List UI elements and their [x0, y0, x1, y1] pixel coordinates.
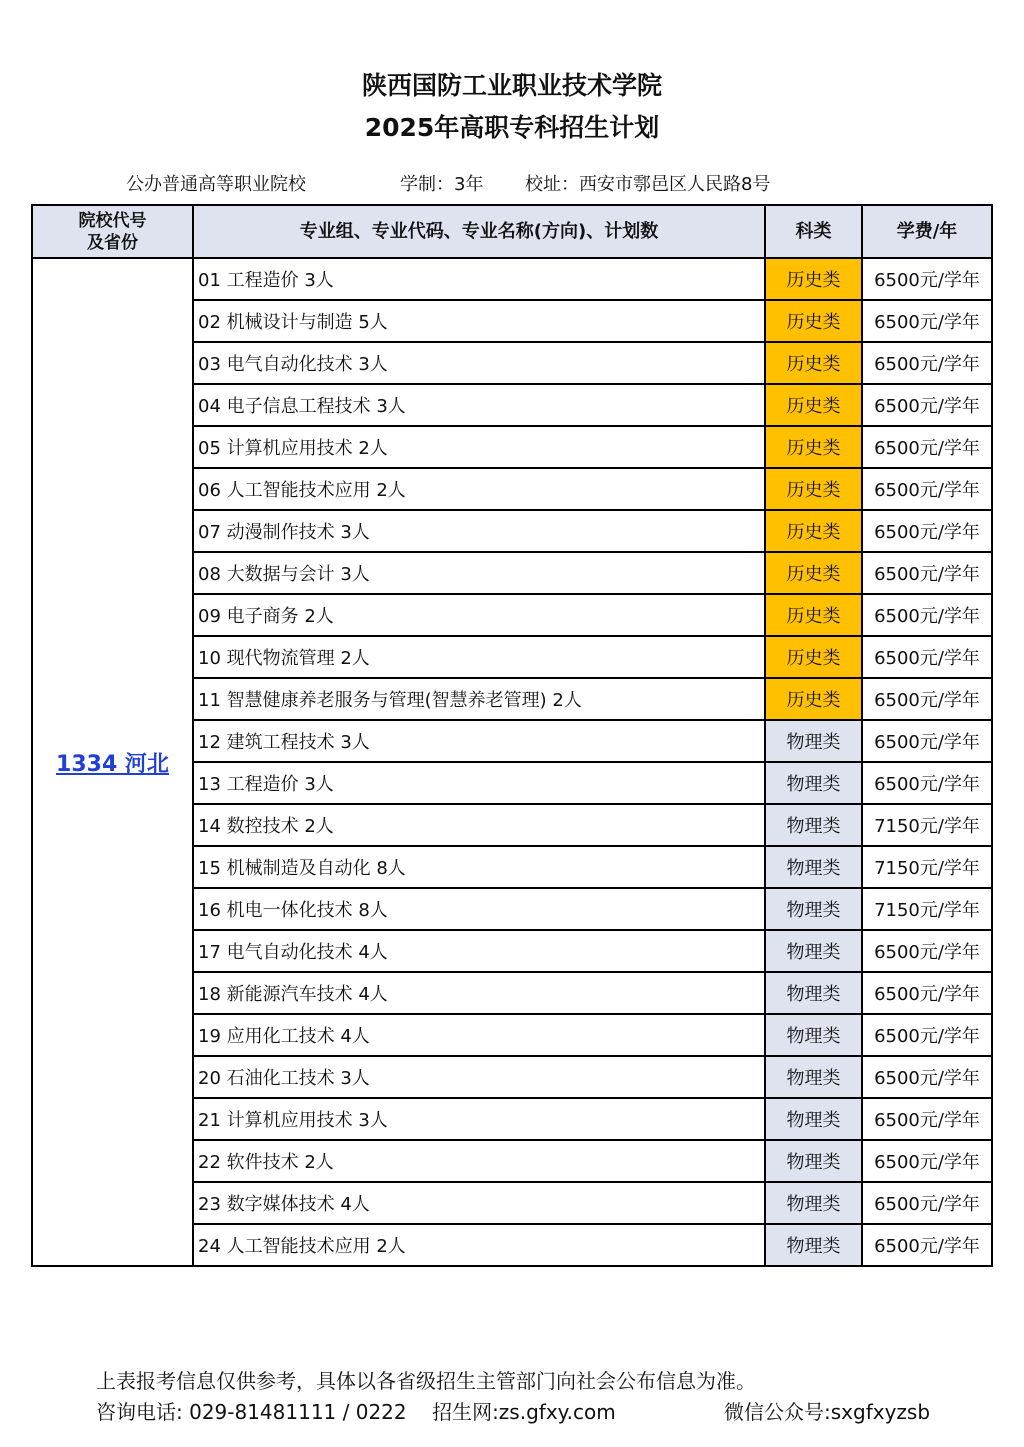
fee-cell: 6500元/学年: [862, 1014, 992, 1056]
subject-cell: 历史类: [765, 552, 862, 594]
subject-cell: 物理类: [765, 1182, 862, 1224]
header-code-line1: 院校代号: [78, 210, 147, 231]
fee-cell: 6500元/学年: [862, 426, 992, 468]
subject-cell: 历史类: [765, 258, 862, 300]
major-cell: 22 软件技术 2人: [193, 1140, 765, 1182]
subject-cell: 物理类: [765, 846, 862, 888]
page-title: 2025年高职专科招生计划: [364, 113, 660, 142]
fee-cell: 6500元/学年: [862, 762, 992, 804]
table-body: [32, 258, 992, 1266]
subject-cell: 历史类: [765, 678, 862, 720]
header-subject: 科类: [765, 205, 862, 258]
fee-cell: 7150元/学年: [862, 804, 992, 846]
major-cell: 03 电气自动化技术 3人: [193, 342, 765, 384]
major-cell: 19 应用化工技术 4人: [193, 1014, 765, 1056]
fee-cell: 7150元/学年: [862, 888, 992, 930]
code-province-cell: [32, 258, 193, 1266]
fee-cell: 6500元/学年: [862, 258, 992, 300]
subject-cell: 历史类: [765, 468, 862, 510]
subject-cell: 历史类: [765, 300, 862, 342]
fee-cell: 6500元/学年: [862, 1140, 992, 1182]
fee-cell: 6500元/学年: [862, 594, 992, 636]
major-cell: 08 大数据与会计 3人: [193, 552, 765, 594]
subject-cell: 物理类: [765, 1140, 862, 1182]
header-code-province: [32, 205, 193, 258]
school-name: 陕西国防工业职业技术学院: [361, 71, 662, 100]
fee-cell: 6500元/学年: [862, 1182, 992, 1224]
major-cell: 07 动漫制作技术 3人: [193, 510, 765, 552]
table-row: [32, 258, 992, 300]
fee-cell: 6500元/学年: [862, 384, 992, 426]
fee-cell: 6500元/学年: [862, 720, 992, 762]
subject-cell: 物理类: [765, 888, 862, 930]
major-cell: 05 计算机应用技术 2人: [193, 426, 765, 468]
header-code-line2: 及省份: [87, 232, 138, 253]
school-type: 公办普通高等职业院校: [126, 174, 306, 195]
major-cell: 18 新能源汽车技术 4人: [193, 972, 765, 1014]
subject-cell: 物理类: [765, 972, 862, 1014]
subject-cell: 物理类: [765, 720, 862, 762]
major-cell: 02 机械设计与制造 5人: [193, 300, 765, 342]
subject-cell: 历史类: [765, 636, 862, 678]
fee-cell: 6500元/学年: [862, 552, 992, 594]
major-cell: 04 电子信息工程技术 3人: [193, 384, 765, 426]
fee-cell: 6500元/学年: [862, 468, 992, 510]
fee-cell: 6500元/学年: [862, 300, 992, 342]
major-cell: 13 工程造价 3人: [193, 762, 765, 804]
major-cell: 21 计算机应用技术 3人: [193, 1098, 765, 1140]
subject-cell: 物理类: [765, 1014, 862, 1056]
subject-cell: 物理类: [765, 804, 862, 846]
major-cell: 01 工程造价 3人: [193, 258, 765, 300]
study-duration: 学制：3年: [400, 174, 484, 195]
fee-cell: 6500元/学年: [862, 510, 992, 552]
major-cell: 17 电气自动化技术 4人: [193, 930, 765, 972]
subject-cell: 历史类: [765, 384, 862, 426]
major-cell: 14 数控技术 2人: [193, 804, 765, 846]
subject-cell: 历史类: [765, 342, 862, 384]
major-cell: 23 数字媒体技术 4人: [193, 1182, 765, 1224]
subject-cell: 物理类: [765, 762, 862, 804]
major-cell: 20 石油化工技术 3人: [193, 1056, 765, 1098]
school-address: 校址：西安市鄠邑区人民路8号: [525, 174, 771, 195]
fee-cell: 6500元/学年: [862, 1056, 992, 1098]
fee-cell: 6500元/学年: [862, 972, 992, 1014]
subject-cell: 物理类: [765, 930, 862, 972]
major-cell: 09 电子商务 2人: [193, 594, 765, 636]
major-cell: 16 机电一体化技术 8人: [193, 888, 765, 930]
footer-wechat: 微信公众号:sxgfxyzsb: [724, 1400, 931, 1424]
fee-cell: 6500元/学年: [862, 636, 992, 678]
header-major: 专业组、专业代码、专业名称(方向)、计划数: [193, 205, 765, 258]
fee-cell: 7150元/学年: [862, 846, 992, 888]
enrollment-plan-table: [31, 204, 993, 1267]
subject-cell: 历史类: [765, 594, 862, 636]
major-cell: 12 建筑工程技术 3人: [193, 720, 765, 762]
subject-cell: 历史类: [765, 426, 862, 468]
table-header-row: [32, 205, 992, 258]
fee-cell: 6500元/学年: [862, 342, 992, 384]
major-cell: 06 人工智能技术应用 2人: [193, 468, 765, 510]
fee-cell: 6500元/学年: [862, 930, 992, 972]
major-cell: 24 人工智能技术应用 2人: [193, 1224, 765, 1266]
subject-cell: 物理类: [765, 1056, 862, 1098]
footer-contact: 咨询电话: 029-81481111 / 0222 招生网:zs.gfxy.com: [96, 1400, 616, 1424]
fee-cell: 6500元/学年: [862, 1098, 992, 1140]
fee-cell: 6500元/学年: [862, 1224, 992, 1266]
footer-note: 上表报考信息仅供参考，具体以各省级招生主管部门向社会公布信息为准。: [96, 1369, 756, 1393]
subject-cell: 物理类: [765, 1098, 862, 1140]
header-fee: 学费/年: [862, 205, 992, 258]
code-province-link[interactable]: 1334 河北: [56, 751, 169, 777]
subject-cell: 历史类: [765, 510, 862, 552]
fee-cell: 6500元/学年: [862, 678, 992, 720]
major-cell: 10 现代物流管理 2人: [193, 636, 765, 678]
major-cell: 15 机械制造及自动化 8人: [193, 846, 765, 888]
major-cell: 11 智慧健康养老服务与管理(智慧养老管理) 2人: [193, 678, 765, 720]
subject-cell: 物理类: [765, 1224, 862, 1266]
